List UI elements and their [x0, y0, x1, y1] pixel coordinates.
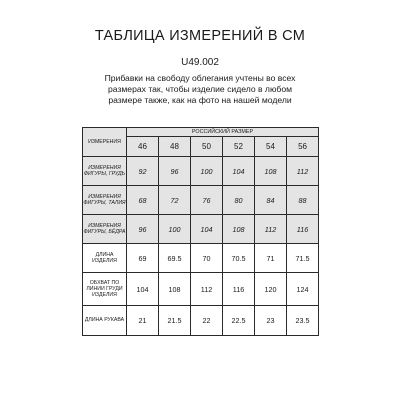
row-label-line: ФИГУРЫ, ТАЛИЯ: [83, 200, 126, 206]
size-group-header: РОССИЙСКИЙ РАЗМЕР: [127, 128, 319, 137]
table-cell: 104: [191, 215, 223, 244]
table-cell: 76: [191, 186, 223, 215]
table-row: [83, 306, 319, 336]
table-cell: 68: [127, 186, 159, 215]
table-cell: 116: [223, 273, 255, 306]
table-cell: 88: [287, 186, 319, 215]
table-cell: 22: [191, 306, 223, 336]
table-cell: 120: [255, 273, 287, 306]
table-cell: 69.5: [159, 244, 191, 273]
row-label-line: ИЗМЕРЕНИЯ: [88, 164, 121, 171]
table-cell: 22.5: [223, 306, 255, 336]
table-cell: 112: [287, 157, 319, 186]
table-row: [83, 215, 319, 244]
row-label-line: ЛИНИИ ГРУДИ: [86, 285, 123, 292]
table-cell: 116: [287, 215, 319, 244]
row-label-line: ИЗМЕРЕНИЯ: [88, 193, 121, 200]
table-cell: 72: [159, 186, 191, 215]
table-row: [83, 244, 319, 273]
table-cell: 80: [223, 186, 255, 215]
table-row: [83, 186, 319, 215]
table-cell: 71: [255, 244, 287, 273]
table-cell: 70.5: [223, 244, 255, 273]
size-header-54: 54: [255, 137, 287, 157]
table-cell: 112: [255, 215, 287, 244]
row-label-line: ФИГУРЫ, ГРУДЬ: [83, 171, 126, 177]
row-label-line: ОБХВАТ ПО: [89, 279, 120, 286]
table-cell: 108: [255, 157, 287, 186]
table-cell: 84: [255, 186, 287, 215]
table-cell: 71.5: [287, 244, 319, 273]
fit-note-line: размере также, как на фото на нашей модели: [108, 95, 292, 105]
page-title: ТАБЛИЦА ИЗМЕРЕНИЙ В СМ: [94, 28, 306, 44]
table-cell: 23: [255, 306, 287, 336]
table-cell: 108: [159, 273, 191, 306]
row-label-line: ДЛИНА РУКАВА: [84, 317, 125, 324]
size-header-48: 48: [159, 137, 191, 157]
size-header-52: 52: [223, 137, 255, 157]
table-cell: 100: [159, 215, 191, 244]
row-label-line: ДЛИНА ИЗДЕЛИЯ: [92, 251, 117, 264]
fit-note-line: размерах так, чтобы изделие сидело в любом: [107, 84, 293, 94]
row-label-hips: [83, 215, 127, 244]
table-cell: 69: [127, 244, 159, 273]
table-cell: 23.5: [287, 306, 319, 336]
table-cell: 96: [127, 215, 159, 244]
size-header-50: 50: [191, 137, 223, 157]
table-cell: 100: [191, 157, 223, 186]
table-row: [83, 157, 319, 186]
product-code: U49.002: [181, 57, 219, 68]
size-table: [82, 127, 319, 336]
table-cell: 112: [191, 273, 223, 306]
row-label-sleeve-length: [83, 306, 127, 336]
row-label-garment-length: [83, 244, 127, 273]
measurement-header: ИЗМЕРЕНИЯ: [83, 128, 127, 157]
table-cell: 21.5: [159, 306, 191, 336]
table-cell: 21: [127, 306, 159, 336]
table-row: [83, 273, 319, 306]
row-label-garment-chest: [83, 273, 127, 306]
table-cell: 92: [127, 157, 159, 186]
fit-note: [100, 73, 300, 106]
size-header-46: 46: [127, 137, 159, 157]
table-cell: 70: [191, 244, 223, 273]
row-label-line: ИЗМЕРЕНИЯ: [88, 222, 121, 229]
table-cell: 124: [287, 273, 319, 306]
row-label-waist: [83, 186, 127, 215]
row-label-line: ИЗДЕЛИЯ: [92, 292, 117, 299]
table-cell: 96: [159, 157, 191, 186]
table-cell: 104: [223, 157, 255, 186]
size-header-56: 56: [287, 137, 319, 157]
fit-note-line: Прибавки на свободу облегания учтены во всех: [104, 73, 296, 83]
row-label-chest: [83, 157, 127, 186]
table-cell: 104: [127, 273, 159, 306]
table-cell: 108: [223, 215, 255, 244]
row-label-line: ФИГУРЫ, БЁДРА: [83, 229, 126, 235]
